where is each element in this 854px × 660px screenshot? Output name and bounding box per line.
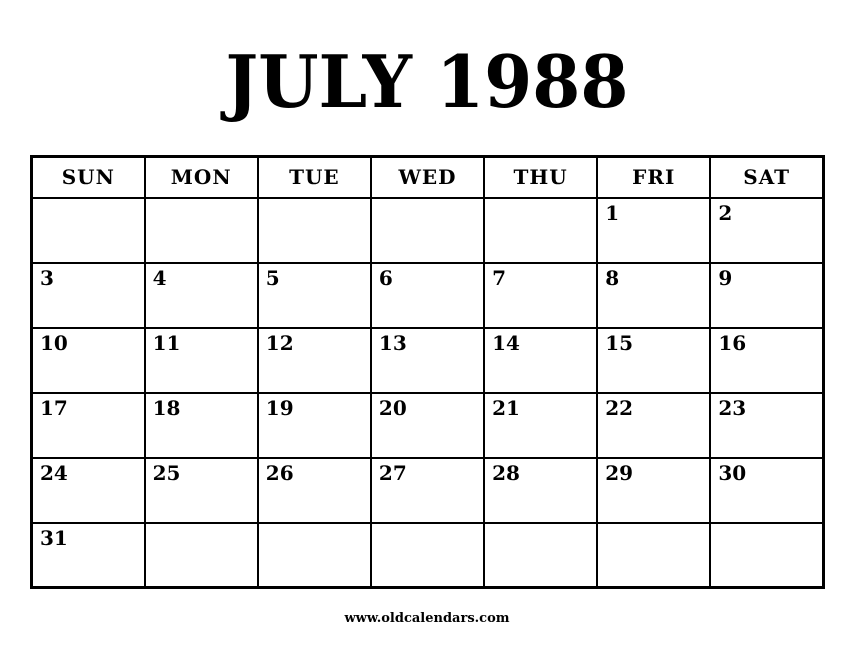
website-url: www.oldcalendars.com	[344, 611, 510, 626]
weekday-header-mon: MON	[145, 157, 258, 198]
day-cell: 12	[258, 328, 371, 393]
day-cell	[258, 198, 371, 263]
day-cell: 13	[371, 328, 484, 393]
day-cell: 8	[597, 263, 710, 328]
calendar-week-row	[32, 393, 824, 458]
day-cell	[371, 198, 484, 263]
calendar-week-row	[32, 328, 824, 393]
day-cell	[145, 523, 258, 588]
day-cell: 5	[258, 263, 371, 328]
day-cell: 31	[32, 523, 145, 588]
day-cell	[710, 523, 823, 588]
calendar-title: JULY 1988	[225, 39, 629, 124]
day-cell	[258, 523, 371, 588]
day-cell	[145, 198, 258, 263]
day-cell: 22	[597, 393, 710, 458]
weekday-header-sat: SAT	[710, 157, 823, 198]
day-cell: 9	[710, 263, 823, 328]
day-cell: 1	[597, 198, 710, 263]
day-cell: 21	[484, 393, 597, 458]
weekday-header-thu: THU	[484, 157, 597, 198]
day-cell: 26	[258, 458, 371, 523]
weekday-header-row	[32, 157, 824, 198]
calendar-week-row	[32, 458, 824, 523]
day-cell	[32, 198, 145, 263]
day-cell: 17	[32, 393, 145, 458]
day-cell: 14	[484, 328, 597, 393]
calendar-week-row	[32, 523, 824, 588]
day-cell: 24	[32, 458, 145, 523]
calendar-week-row	[32, 198, 824, 263]
day-cell: 23	[710, 393, 823, 458]
day-cell: 11	[145, 328, 258, 393]
weekday-header-fri: FRI	[597, 157, 710, 198]
weekday-header-sun: SUN	[32, 157, 145, 198]
day-cell: 3	[32, 263, 145, 328]
day-cell	[371, 523, 484, 588]
day-cell: 29	[597, 458, 710, 523]
day-cell: 25	[145, 458, 258, 523]
day-cell: 4	[145, 263, 258, 328]
day-cell: 19	[258, 393, 371, 458]
weekday-header-tue: TUE	[258, 157, 371, 198]
day-cell: 15	[597, 328, 710, 393]
day-cell: 27	[371, 458, 484, 523]
day-cell: 2	[710, 198, 823, 263]
day-cell	[484, 523, 597, 588]
day-cell: 6	[371, 263, 484, 328]
day-cell: 20	[371, 393, 484, 458]
day-cell: 10	[32, 328, 145, 393]
weekday-header-wed: WED	[371, 157, 484, 198]
day-cell	[597, 523, 710, 588]
day-cell	[484, 198, 597, 263]
day-cell: 28	[484, 458, 597, 523]
day-cell: 30	[710, 458, 823, 523]
calendar-grid	[30, 155, 825, 589]
calendar-week-row	[32, 263, 824, 328]
day-cell: 18	[145, 393, 258, 458]
day-cell: 7	[484, 263, 597, 328]
day-cell: 16	[710, 328, 823, 393]
